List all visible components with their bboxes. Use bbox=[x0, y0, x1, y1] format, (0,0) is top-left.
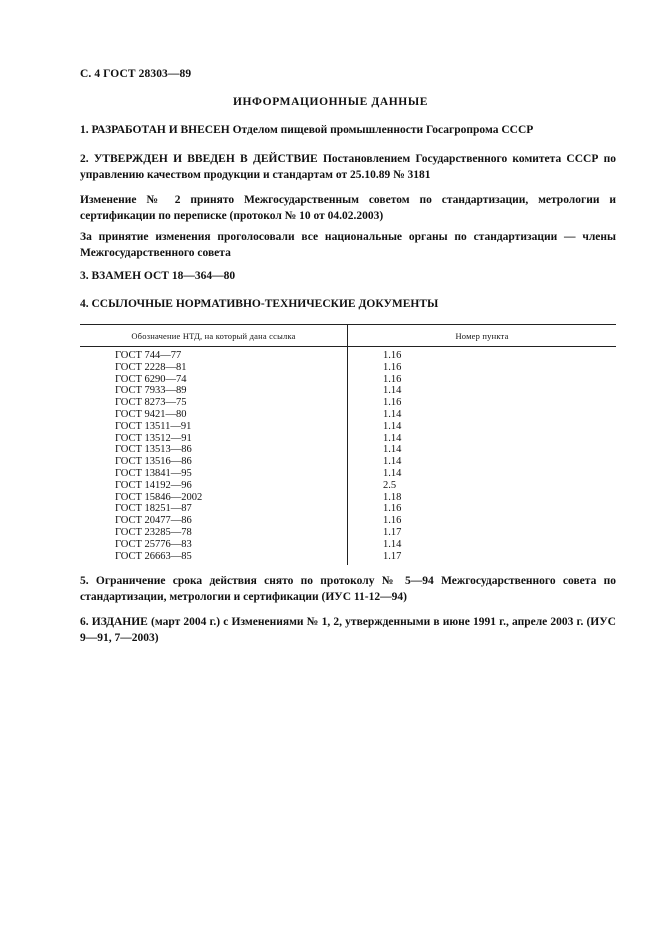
table-row bbox=[80, 362, 616, 374]
clause-number: 1.16 bbox=[383, 515, 402, 527]
table-body bbox=[80, 347, 616, 562]
clause-number: 1.14 bbox=[383, 420, 402, 432]
item-replaces: 3. ВЗАМЕН ОСТ 18—364—80 bbox=[80, 270, 236, 282]
clause-number: 1.16 bbox=[383, 373, 402, 385]
clause-number: 1.14 bbox=[383, 408, 402, 420]
item-references: 4. ССЫЛОЧНЫЕ НОРМАТИВНО-ТЕХНИЧЕСКИЕ ДОКУМЕНТЫ bbox=[80, 298, 439, 310]
vote-note: За принятие изменения проголосовали все национальные органы по стандартизации — члены Межгосударственного совета bbox=[80, 231, 616, 259]
doc-designation: ГОСТ 13513—86 bbox=[115, 444, 192, 456]
item-edition: 6. ИЗДАНИЕ (март 2004 г.) с Изменениями № 1, 2, утвержденными в июне 1991 г., апреле 2003 г. (ИУС 9—91, 7—2003) bbox=[80, 616, 616, 644]
table-row bbox=[80, 480, 616, 492]
doc-designation: ГОСТ 25776—83 bbox=[115, 538, 192, 550]
table-row bbox=[80, 409, 616, 421]
doc-designation: ГОСТ 6290—74 bbox=[115, 373, 187, 385]
table-row bbox=[80, 397, 616, 409]
doc-designation: ГОСТ 13511—91 bbox=[115, 420, 192, 432]
doc-designation: ГОСТ 13516—86 bbox=[115, 456, 192, 468]
table-row bbox=[80, 444, 616, 456]
doc-designation: ГОСТ 9421—80 bbox=[115, 408, 187, 420]
table-row bbox=[80, 374, 616, 386]
clause-number: 1.14 bbox=[383, 538, 402, 550]
doc-designation: ГОСТ 7933—89 bbox=[115, 385, 187, 397]
clause-number: 1.17 bbox=[383, 526, 402, 538]
doc-designation: ГОСТ 18251—87 bbox=[115, 503, 192, 515]
table-row bbox=[80, 385, 616, 397]
clause-number: 2.5 bbox=[383, 479, 397, 491]
item-developed: 1. РАЗРАБОТАН И ВНЕСЕН Отделом пищевой промышленности Госагропрома СССР bbox=[80, 124, 534, 136]
doc-designation: ГОСТ 26663—85 bbox=[115, 550, 192, 562]
table-row bbox=[80, 503, 616, 515]
table-row bbox=[80, 468, 616, 480]
table-row bbox=[80, 527, 616, 539]
table-row bbox=[80, 515, 616, 527]
clause-number: 1.16 bbox=[383, 397, 402, 409]
table-row bbox=[80, 433, 616, 445]
section-title: ИНФОРМАЦИОННЫЕ ДАННЫЕ bbox=[232, 96, 429, 108]
doc-designation: ГОСТ 20477—86 bbox=[115, 515, 192, 527]
clause-number: 1.16 bbox=[383, 503, 402, 515]
item-limitation: 5. Ограничение срока действия снято по протоколу № 5—94 Межгосударственного совета по стандартизации, метрологии и сертификации (ИУС 11-12—94) bbox=[80, 575, 616, 603]
table-header bbox=[80, 325, 616, 347]
doc-designation: ГОСТ 2228—81 bbox=[115, 361, 187, 373]
doc-designation: ГОСТ 14192—96 bbox=[115, 479, 192, 491]
page-header: С. 4 ГОСТ 28303—89 bbox=[80, 68, 192, 80]
doc-designation: ГОСТ 23285—78 bbox=[115, 526, 192, 538]
doc-designation: ГОСТ 744—77 bbox=[115, 350, 182, 361]
references-table bbox=[80, 324, 616, 562]
doc-designation: ГОСТ 8273—75 bbox=[115, 397, 187, 409]
clause-number: 1.14 bbox=[383, 432, 402, 444]
clause-number: 1.18 bbox=[383, 491, 402, 503]
clause-number: 1.14 bbox=[383, 467, 402, 479]
doc-designation: ГОСТ 15846—2002 bbox=[115, 491, 203, 503]
doc-designation: ГОСТ 13841—95 bbox=[115, 467, 192, 479]
clause-number: 1.14 bbox=[383, 444, 402, 456]
doc-designation: ГОСТ 13512—91 bbox=[115, 432, 192, 444]
table-row bbox=[80, 421, 616, 433]
clause-number: 1.16 bbox=[383, 361, 402, 373]
table-row bbox=[80, 551, 616, 563]
table-row bbox=[80, 350, 616, 362]
table-row bbox=[80, 456, 616, 468]
table-row bbox=[80, 539, 616, 551]
clause-number: 1.16 bbox=[383, 350, 402, 361]
item-approved: 2. УТВЕРЖДЕН И ВВЕДЕН В ДЕЙСТВИЕ Постановлением Государственного комитета СССР по управлению качеством продукции и стандартам от 25.10.89 № 3181 bbox=[80, 153, 616, 181]
clause-number: 1.14 bbox=[383, 385, 402, 397]
clause-number: 1.14 bbox=[383, 456, 402, 468]
change-note: Изменение № 2 принято Межгосударственным советом по стандартизации, метрологии и сертификации по переписке (протокол № 10 от 04.02.2003) bbox=[80, 194, 616, 222]
clause-number: 1.17 bbox=[383, 550, 402, 562]
col-header-clause: Номер пункта bbox=[455, 331, 509, 341]
table-row bbox=[80, 492, 616, 504]
col-header-document: Обозначение НТД, на который дана ссылка bbox=[131, 331, 296, 341]
